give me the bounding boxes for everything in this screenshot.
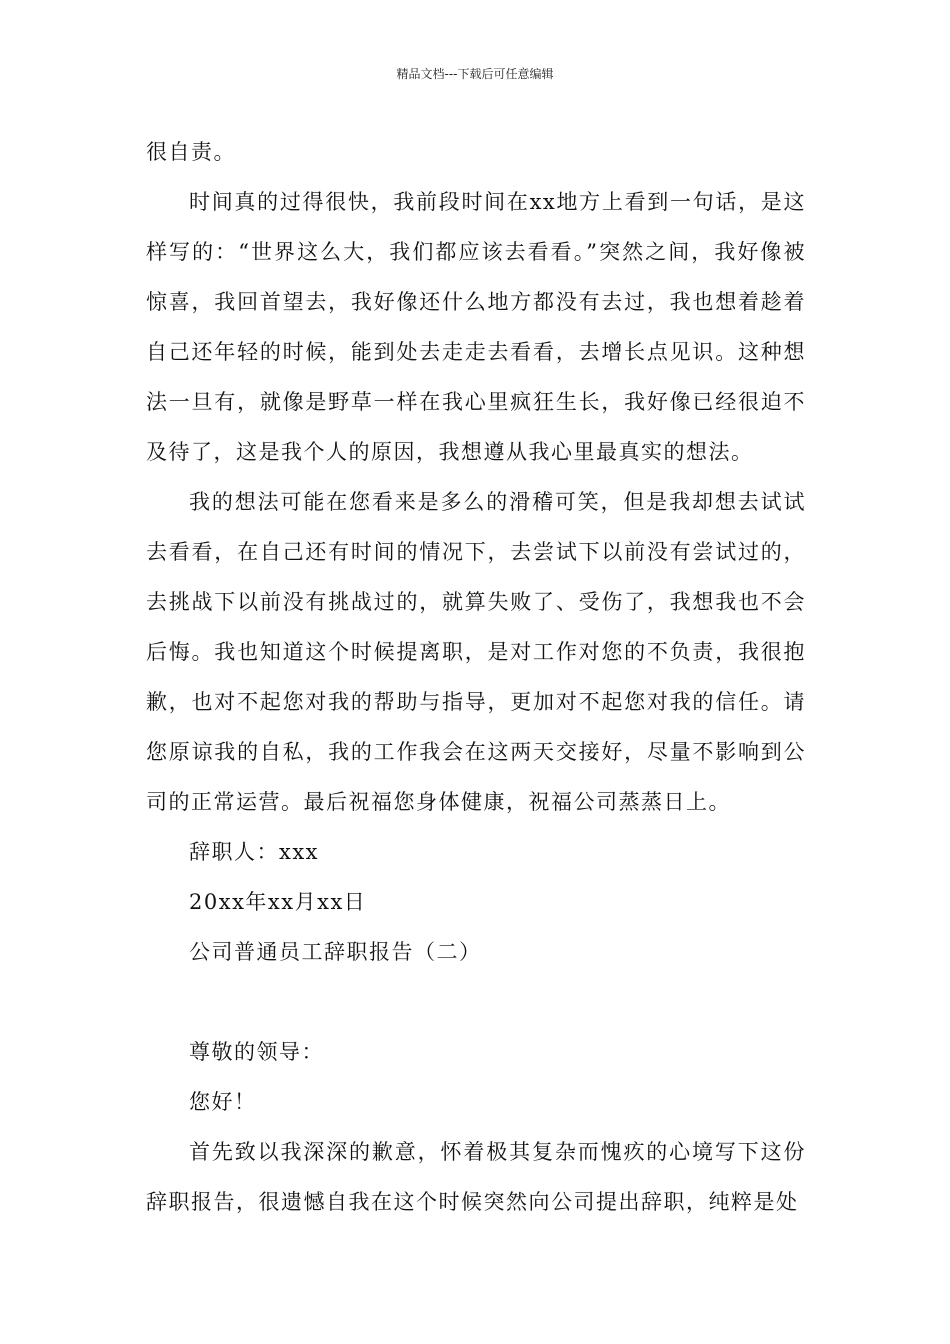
paragraph-time-passes: 时间真的过得很快，我前段时间在xx地方上看到一句话，是这样写的：“世界这么大，我们都应该去看看。”突然之间，我好像被惊喜，我回首望去，我好像还什么地方都没有去过，我也想着趁着自己还年轻的时候，能到处去走走去看看，去增长点见识。这种想法一旦有，就像是野草一样在我心里疯狂生长，我好像已经很迫不及待了，这是我个人的原因，我想遵从我心里最真实的想法。 — [146, 190, 806, 464]
document-body — [146, 127, 806, 1227]
greeting: 您好！ — [189, 1090, 257, 1114]
paragraph-opening: 首先致以我深深的歉意，怀着极其复杂而愧疚的心境写下这份辞职报告，很遗憾自我在这个时候突然向公司提出辞职，纯粹是处 — [146, 1140, 806, 1214]
section-title: 公司普通员工辞职报告（二） — [189, 940, 482, 964]
date-line: 20xx年xx月xx日 — [189, 890, 367, 914]
paragraph-continuation: 很自责。 — [146, 140, 236, 164]
paragraph-apology: 我的想法可能在您看来是多么的滑稽可笑，但是我却想去试试去看看，在自己还有时间的情况下，去尝试下以前没有尝试过的，去挑战下以前没有挑战过的，就算失败了、受伤了，我想我也不会后悔。我也知道这个时候提离职，是对工作对您的不负责，我很抱歉，也对不起您对我的帮助与指导，更加对不起您对我的信任。请您原谅我的自私，我的工作我会在这两天交接好，尽量不影响到公司的正常运营。最后祝福您身体健康，祝福公司蒸蒸日上。 — [146, 490, 806, 814]
signature-line: 辞职人：xxx — [189, 840, 320, 864]
salutation: 尊敬的领导： — [189, 1040, 324, 1064]
page-header: 精品文档---下载后可任意编辑 — [396, 67, 554, 81]
